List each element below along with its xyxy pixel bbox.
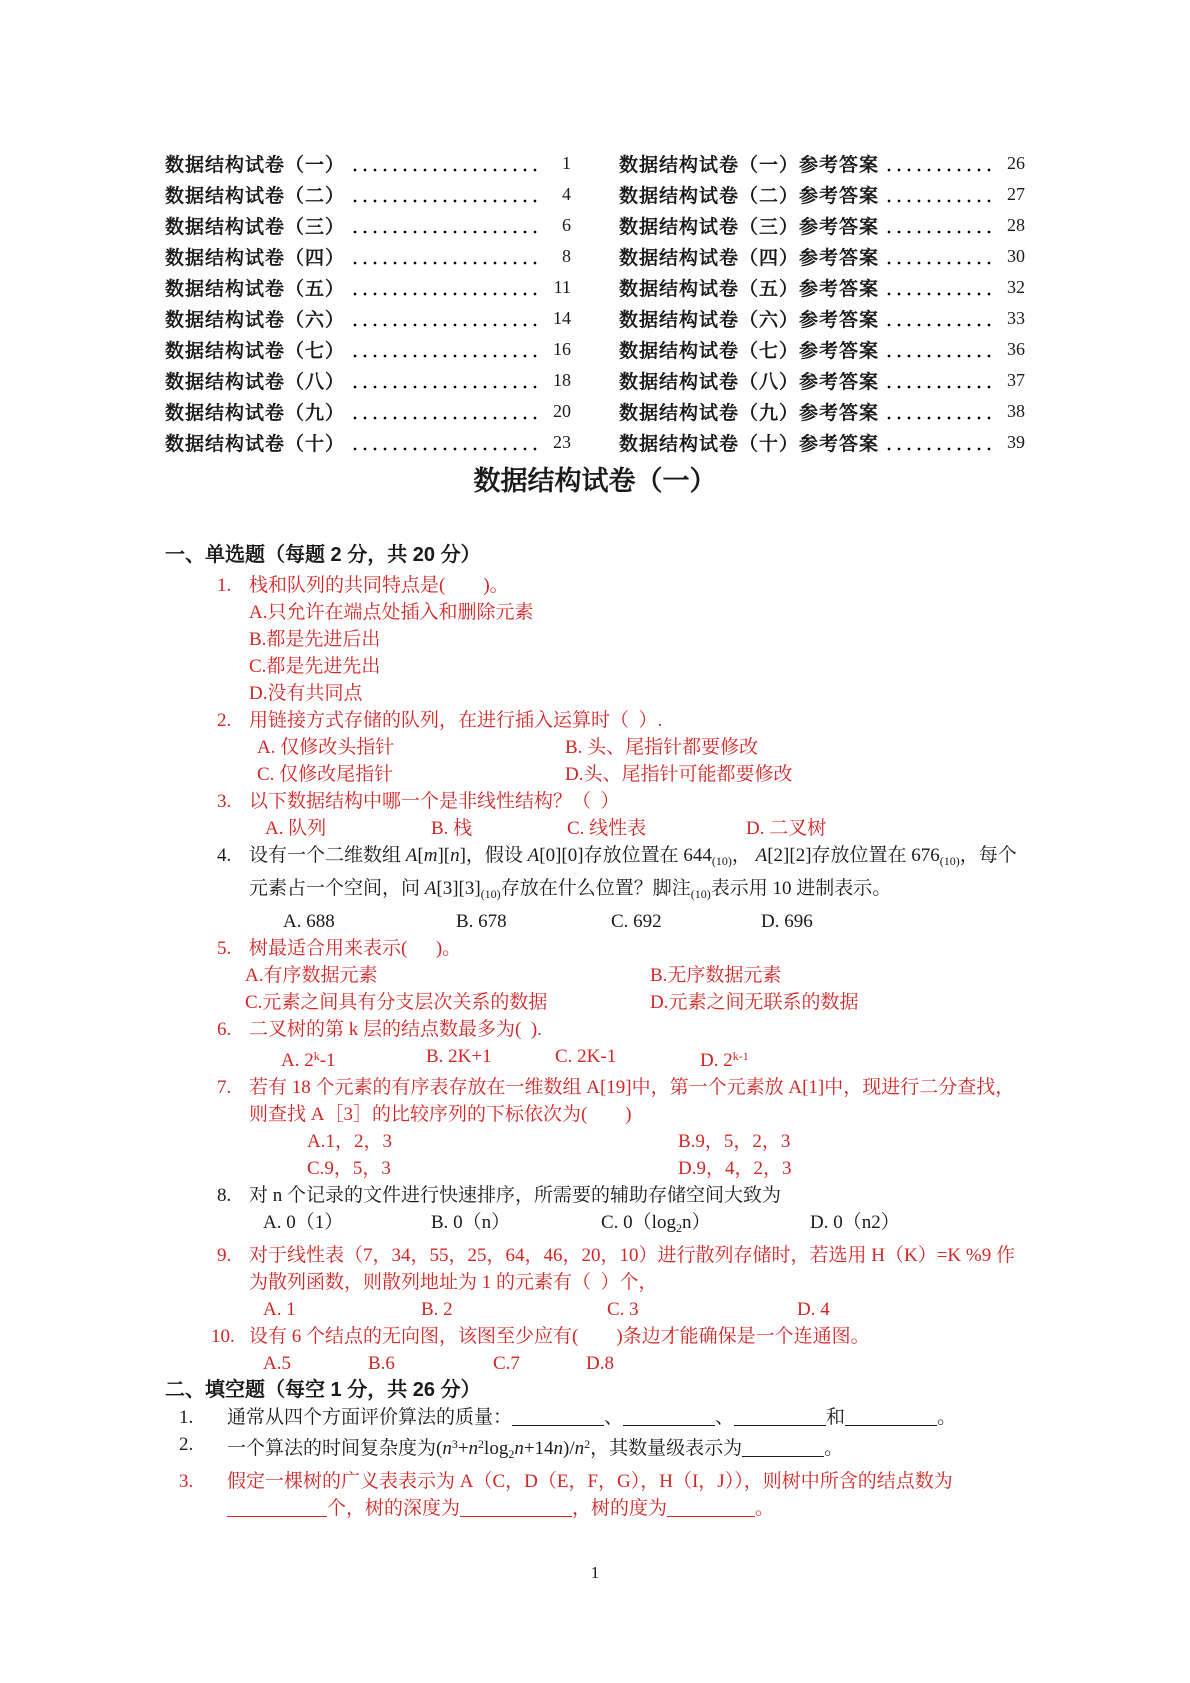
question-number: 10.	[211, 1326, 235, 1347]
option-cell: C.元素之间具有分支层次关系的数据	[245, 992, 548, 1013]
toc-page-number: 38	[1007, 401, 1025, 421]
dot-leader	[884, 148, 992, 179]
option-cell: D.9，4，2，3	[678, 1158, 792, 1179]
toc-entry-label: 数据结构试卷（二）参考答案	[619, 186, 880, 207]
toc-row	[165, 365, 571, 396]
toc-page-number: 39	[1007, 432, 1025, 452]
fill-blank	[742, 1441, 824, 1457]
option-cell: A. 1	[263, 1299, 296, 1320]
question-10-options-row	[165, 1350, 1025, 1377]
toc-row	[165, 210, 571, 241]
dot-leader	[884, 241, 992, 272]
toc-page-number: 27	[1007, 184, 1025, 204]
question-4	[165, 842, 1025, 908]
toc-page-number: 36	[1007, 339, 1025, 359]
toc-row	[619, 210, 1025, 241]
option-cell: C. 692	[611, 911, 662, 932]
option-cell: D. 4	[797, 1299, 830, 1320]
option-cell: D. 2$^{k-1}$	[700, 1049, 749, 1071]
question-6	[165, 1016, 1025, 1043]
toc-page-number: 32	[1007, 277, 1025, 297]
question-3-options-row	[165, 815, 1025, 842]
question-number: 7.	[217, 1077, 232, 1098]
toc-row	[165, 396, 571, 427]
toc-row	[165, 334, 571, 365]
toc-row	[619, 241, 1025, 272]
question-5	[165, 935, 1025, 962]
option-cell: D. 0（n2）	[810, 1212, 900, 1233]
option-cell: C. 2K-1	[555, 1046, 617, 1067]
dot-leader	[350, 303, 538, 334]
option-cell: B.6	[368, 1353, 395, 1374]
dot-leader	[350, 148, 538, 179]
footer-page-number: 1	[590, 1563, 600, 1582]
option-cell: D.元素之间无联系的数据	[650, 992, 859, 1013]
toc-column-right	[619, 148, 1025, 458]
toc-row	[619, 179, 1025, 210]
toc-page-number: 8	[562, 246, 571, 266]
toc-entry-label: 数据结构试卷（五）参考答案	[619, 279, 880, 300]
toc-row	[165, 179, 571, 210]
question-2-options-row-2	[165, 761, 1025, 788]
option-cell: B. 2K+1	[426, 1046, 492, 1067]
question-stem: 栈和队列的共同特点是( )。	[249, 575, 509, 596]
question-8-options-row	[165, 1209, 1025, 1242]
toc-entry-label: 数据结构试卷（十）参考答案	[619, 434, 880, 455]
question-number: 6.	[217, 1019, 232, 1040]
question-4-options-row	[165, 908, 1025, 935]
toc-entry-label: 数据结构试卷（五）	[165, 279, 346, 300]
fill-blank	[227, 1501, 327, 1517]
toc-entry-label: 数据结构试卷（一）	[165, 155, 346, 176]
toc-entry-label: 数据结构试卷（六）	[165, 310, 346, 331]
option-cell: D. 二叉树	[746, 818, 827, 839]
page-title: 数据结构试卷（一）	[473, 466, 717, 496]
question-8	[165, 1182, 1025, 1209]
toc-entry-label: 数据结构试卷（八）	[165, 372, 346, 393]
option-cell: C.7	[493, 1353, 520, 1374]
question-5-options-row-1	[165, 962, 1025, 989]
option-cell: C.9，5，3	[307, 1158, 391, 1179]
fill-blank	[460, 1501, 572, 1517]
option-cell: C. 线性表	[567, 818, 647, 839]
question-1-option-d: D.没有共同点	[249, 683, 363, 704]
question-number: 2.	[217, 710, 232, 731]
option-cell: A.有序数据元素	[245, 965, 378, 986]
toc-row	[619, 303, 1025, 334]
toc-page-number: 18	[553, 370, 571, 390]
option-cell: A. 0（1）	[263, 1212, 344, 1233]
question-7-options-row-2	[165, 1155, 1025, 1182]
question-1-option-a: A.只允许在端点处插入和删除元素	[249, 602, 534, 623]
dot-leader	[350, 179, 538, 210]
question-7	[165, 1074, 1025, 1128]
option-cell: B. 678	[456, 911, 507, 932]
question-5-options-row-2	[165, 989, 1025, 1016]
dot-leader	[884, 179, 992, 210]
toc-row	[165, 148, 571, 179]
question-stem: 一个算法的时间复杂度为$(n^3+n^2\log_2n+14n)/n^2$，其数量级表示为 。	[227, 1437, 844, 1461]
question-number: 1.	[217, 575, 232, 596]
toc-entry-label: 数据结构试卷（六）参考答案	[619, 310, 880, 331]
page-content	[165, 148, 1025, 1522]
fill-question-3	[165, 1468, 1025, 1522]
toc-row	[619, 427, 1025, 458]
option-cell: A.5	[263, 1353, 291, 1374]
option-cell: B. 头、尾指针都要修改	[565, 737, 759, 758]
question-1-option-b: B.都是先进后出	[249, 629, 381, 650]
option-cell: B. 2	[421, 1299, 453, 1320]
toc-row	[165, 427, 571, 458]
question-stem: 若有 18 个元素的有序表存放在一维数组 A[19]中，第一个元素放 A[1]中，现进行二分查找，则查找 A［3］的比较序列的下标依次为( )	[249, 1077, 1015, 1125]
question-stem: 二叉树的第 k 层的结点数最多为( ).	[249, 1019, 542, 1040]
question-stem: 设有一个二维数组 A[m][n]，假设 A[0][0]存放位置在 $644_{(10)}$， A[2][2]存放位置在 $676_{(10)}$，每个元素占一个空间，问 $A[3][3]_{(10)}$存放在什么位置？脚注$_{(10)}$表示用 10 进制表示。	[249, 845, 1017, 901]
option-cell: D.8	[586, 1353, 614, 1374]
toc-entry-label: 数据结构试卷（九）参考答案	[619, 403, 880, 424]
toc-page-number: 28	[1007, 215, 1025, 235]
option-cell: A. 仅修改头指针	[257, 737, 395, 758]
dot-leader	[350, 334, 538, 365]
dot-leader	[884, 396, 992, 427]
dot-leader	[350, 396, 538, 427]
option-cell: C. 3	[607, 1299, 639, 1320]
toc-row	[619, 148, 1025, 179]
toc-entry-label: 数据结构试卷（七）参考答案	[619, 341, 880, 362]
question-9	[165, 1242, 1025, 1296]
toc-entry-label: 数据结构试卷（一）参考答案	[619, 155, 880, 176]
question-stem: 以下数据结构中哪一个是非线性结构？（ ）	[249, 791, 620, 812]
toc-page-number: 37	[1007, 370, 1025, 390]
toc-page-number: 6	[562, 215, 571, 235]
dot-leader	[350, 427, 538, 458]
option-cell: A.1，2，3	[307, 1131, 392, 1152]
dot-leader	[350, 272, 538, 303]
toc-page-number: 23	[553, 432, 571, 452]
toc-entry-label: 数据结构试卷（三）参考答案	[619, 217, 880, 238]
toc-page-number: 1	[562, 153, 571, 173]
toc-entry-label: 数据结构试卷（三）	[165, 217, 346, 238]
dot-leader	[884, 210, 992, 241]
question-stem: 通常从四个方面评价算法的质量： 、 、 和 。	[227, 1407, 957, 1428]
question-2-options-row-1	[165, 734, 1025, 761]
option-cell: C. $0(\log_2n)$	[601, 1212, 711, 1235]
dot-leader	[884, 272, 992, 303]
toc-page-number: 16	[553, 339, 571, 359]
fill-question-2	[165, 1431, 1025, 1468]
toc-page-number: 14	[553, 308, 571, 328]
dot-leader	[884, 303, 992, 334]
question-number: 1.	[179, 1407, 194, 1428]
toc-entry-label: 数据结构试卷（七）	[165, 341, 346, 362]
toc-page-number: 4	[562, 184, 571, 204]
toc-row	[619, 272, 1025, 303]
section-heading-fill-in: 二、填空题（每空 1 分，共 26 分）	[165, 1379, 481, 1401]
option-cell: B. 栈	[431, 818, 473, 839]
dot-leader	[350, 365, 538, 396]
toc-row	[619, 396, 1025, 427]
option-cell: B.9，5，2，3	[678, 1131, 791, 1152]
question-number: 5.	[217, 938, 232, 959]
question-2	[165, 707, 1025, 734]
question-6-options-row	[165, 1043, 1025, 1074]
toc-row	[619, 365, 1025, 396]
question-number: 2.	[179, 1434, 194, 1455]
question-7-options-row-1	[165, 1128, 1025, 1155]
toc-row	[165, 241, 571, 272]
fill-blank	[734, 1410, 826, 1426]
question-10	[165, 1323, 1025, 1350]
question-1	[165, 572, 1025, 599]
question-9-options-row	[165, 1296, 1025, 1323]
option-cell: C. 仅修改尾指针	[257, 764, 394, 785]
fill-question-1	[165, 1404, 1025, 1431]
toc-page-number: 33	[1007, 308, 1025, 328]
fill-blank	[667, 1501, 755, 1517]
question-number: 3.	[179, 1471, 194, 1492]
section-heading-multiple-choice: 一、单选题（每题 2 分，共 20 分）	[165, 544, 481, 566]
toc-entry-label: 数据结构试卷（二）	[165, 186, 346, 207]
question-3	[165, 788, 1025, 815]
dot-leader	[884, 427, 992, 458]
table-of-contents	[165, 148, 1025, 458]
fill-blank	[512, 1410, 604, 1426]
question-stem: 用链接方式存储的队列，在进行插入运算时（ ）.	[249, 710, 663, 731]
toc-entry-label: 数据结构试卷（四）参考答案	[619, 248, 880, 269]
question-stem: 树最适合用来表示( )。	[249, 938, 462, 959]
toc-page-number: 26	[1007, 153, 1025, 173]
toc-entry-label: 数据结构试卷（四）	[165, 248, 346, 269]
option-cell: D.头、尾指针可能都要修改	[565, 764, 793, 785]
fill-blank	[845, 1410, 937, 1426]
question-number: 4.	[217, 845, 232, 866]
toc-entry-label: 数据结构试卷（十）	[165, 434, 346, 455]
dot-leader	[350, 210, 538, 241]
dot-leader	[884, 334, 992, 365]
option-cell: D. 696	[761, 911, 813, 932]
toc-page-number: 20	[553, 401, 571, 421]
toc-page-number: 30	[1007, 246, 1025, 266]
question-stem: 假定一棵树的广义表表示为 A（C，D（E，F，G），H（I，J）），则树中所含的结点数为个，树的深度为 ，树的度为 。	[227, 1471, 953, 1519]
question-number: 8.	[217, 1185, 232, 1206]
toc-row	[165, 303, 571, 334]
question-number: 3.	[217, 791, 232, 812]
fill-blank	[623, 1410, 715, 1426]
option-cell: B. 0（n）	[431, 1212, 511, 1233]
question-stem: 对 n 个记录的文件进行快速排序，所需要的辅助存储空间大致为	[249, 1185, 782, 1206]
toc-column-left	[165, 148, 571, 458]
option-cell: A. 队列	[265, 818, 327, 839]
dot-leader	[884, 365, 992, 396]
toc-row	[165, 272, 571, 303]
option-cell: A. 688	[283, 911, 335, 932]
question-stem: 设有 6 个结点的无向图，该图至少应有( )条边才能确保是一个连通图。	[249, 1326, 870, 1347]
question-1-option-c: C.都是先进先出	[249, 656, 381, 677]
question-stem: 对于线性表（7，34，55，25，64，46，20，10）进行散列存储时，若选用 H（K）=K %9 作为散列函数，则散列地址为 1 的元素有（ ）个，	[249, 1245, 1015, 1293]
toc-entry-label: 数据结构试卷（八）参考答案	[619, 372, 880, 393]
toc-page-number: 11	[553, 277, 571, 297]
toc-row	[619, 334, 1025, 365]
option-cell: A. 2$^k$-1	[281, 1049, 336, 1071]
question-number: 9.	[217, 1245, 232, 1266]
dot-leader	[350, 241, 538, 272]
toc-entry-label: 数据结构试卷（九）	[165, 403, 346, 424]
option-cell: B.无序数据元素	[650, 965, 782, 986]
